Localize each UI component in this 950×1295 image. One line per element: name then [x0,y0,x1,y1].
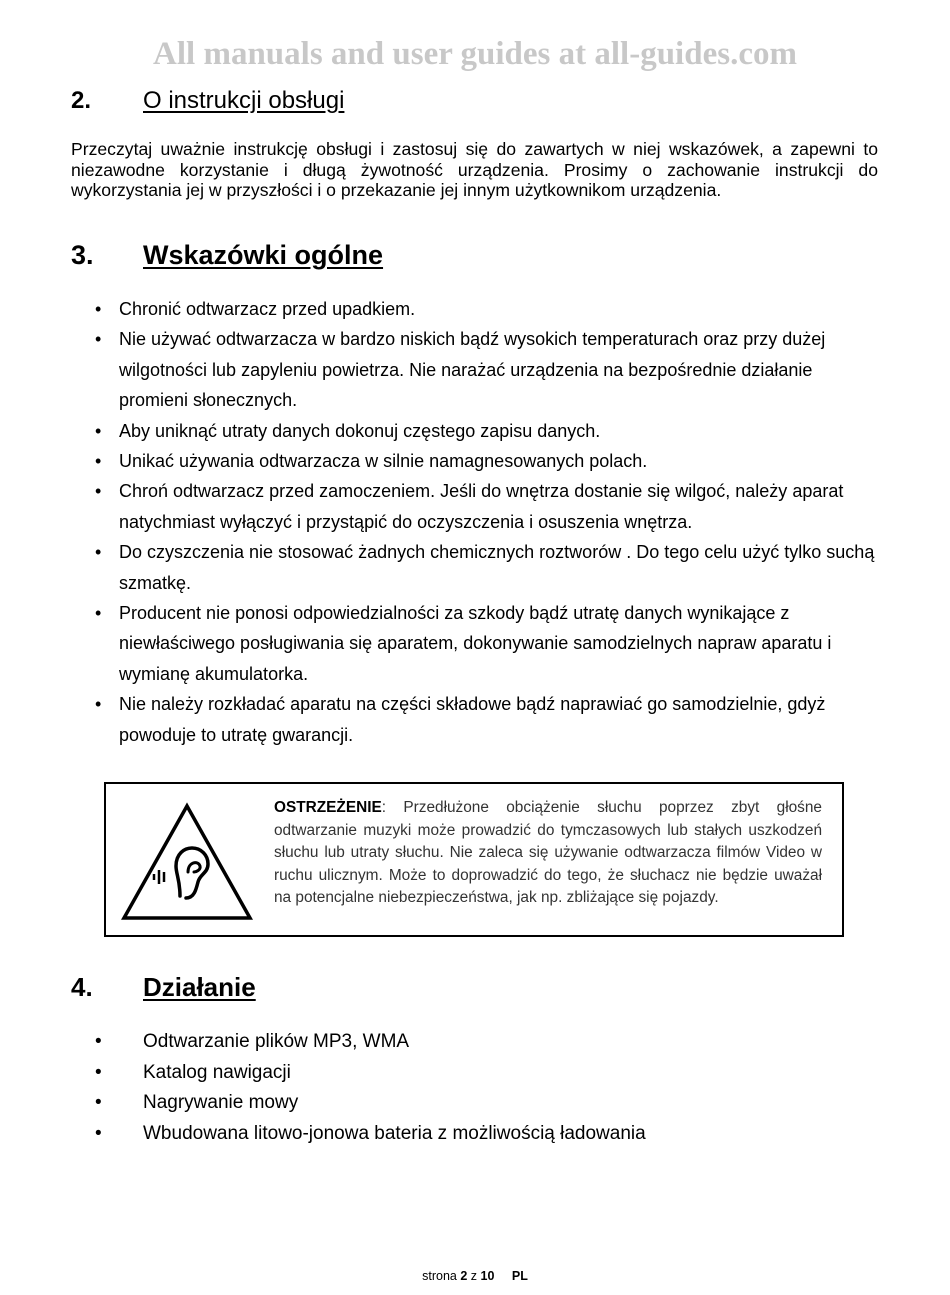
page-footer [0,1269,950,1283]
footer-page-total: 10 [480,1269,495,1283]
list-item: • Chroń odtwarzacz przed zamoczeniem. Jeśli do wnętrza dostanie się wilgoć, należy aparat natychmiast wyłączyć i przystąpić do oczyszczenia i osuszenia wnętrza. [95,476,885,537]
section-number: 4. [71,972,93,1002]
footer-prefix: strona [422,1269,457,1283]
list-item: • Katalog nawigacji [95,1058,795,1089]
list-item: • Wbudowana litowo-jonowa bateria z możliwością ładowania [95,1119,795,1150]
section-number: 3. [71,240,94,270]
footer-separator: z [470,1269,478,1283]
warning-box [104,782,844,937]
tips-list [95,294,885,750]
warning-text [274,797,822,910]
list-item: • Nagrywanie mowy [95,1088,795,1119]
list-item: • Chronić odtwarzacz przed upadkiem. [95,294,885,324]
section-number: 2. [71,87,92,114]
list-item: • Odtwarzanie plików MP3, WMA [95,1027,795,1058]
footer-page-number: 2 [460,1269,468,1283]
intro-paragraph: Przeczytaj uważnie instrukcję obsługi i zastosuj się do zawartych w niej wskazówek, a zapewni to niezawodne korzystanie i długą żywotność urządzenia. Prosimy o zachowanie instrukcji do wykorzystania jej w przyszłości i o przekazanie jej innym użytkownikom urządzenia. [71,139,878,200]
section-heading-features [71,972,256,1003]
list-item: • Do czyszczenia nie stosować żadnych chemicznych roztworów . Do tego celu użyć tylko suchą szmatkę. [95,537,885,598]
hearing-warning-icon [120,802,254,924]
section-title: O instrukcji obsługi [143,87,345,114]
features-list [95,1027,795,1149]
section-title: Wskazówki ogólne [143,240,384,270]
section-heading-tips [71,240,383,271]
list-item: • Nie używać odtwarzacza w bardzo niskich bądź wysokich temperaturach oraz przy dużej wilgotności lub zapyleniu powietrza. Nie narażać urządzenia na bezpośrednie działanie promieni słonecznych. [95,324,885,415]
list-item: • Aby uniknąć utraty danych dokonuj częstego zapisu danych. [95,416,885,446]
warning-body: : Przedłużone obciążenie słuchu poprzez zbyt głośne odtwarzanie muzyki może prowadzić do tymczasowych lub stałych uszkodzeń słuchu lub utraty słuchu. Nie zaleca się używanie odtwarzacza filmów Video w ruchu ulicznym. Może to doprowadzić do tego, że słuchacz nie będzie uważał na potencjalne niebezpieczeństwa, jak np. zbliżające się pojazdy. [274,799,822,907]
section-title: Działanie [143,972,256,1002]
list-item: • Unikać używania odtwarzacza w silnie namagnesowanych polach. [95,446,885,476]
warning-label: OSTRZEŻENIE [274,799,382,816]
watermark: All manuals and user guides at all-guides.com [153,36,797,72]
section-heading-about [71,87,344,115]
footer-language: PL [511,1269,528,1283]
list-item: • Producent nie ponosi odpowiedzialności za szkody bądź utratę danych wynikające z niewłaściwego posługiwania się aparatem, dokonywanie samodzielnych napraw aparatu i wymianę akumulatorka. [95,598,885,689]
list-item: • Nie należy rozkładać aparatu na części składowe bądź naprawiać go samodzielnie, gdyż powoduje to utratę gwarancji. [95,689,885,750]
